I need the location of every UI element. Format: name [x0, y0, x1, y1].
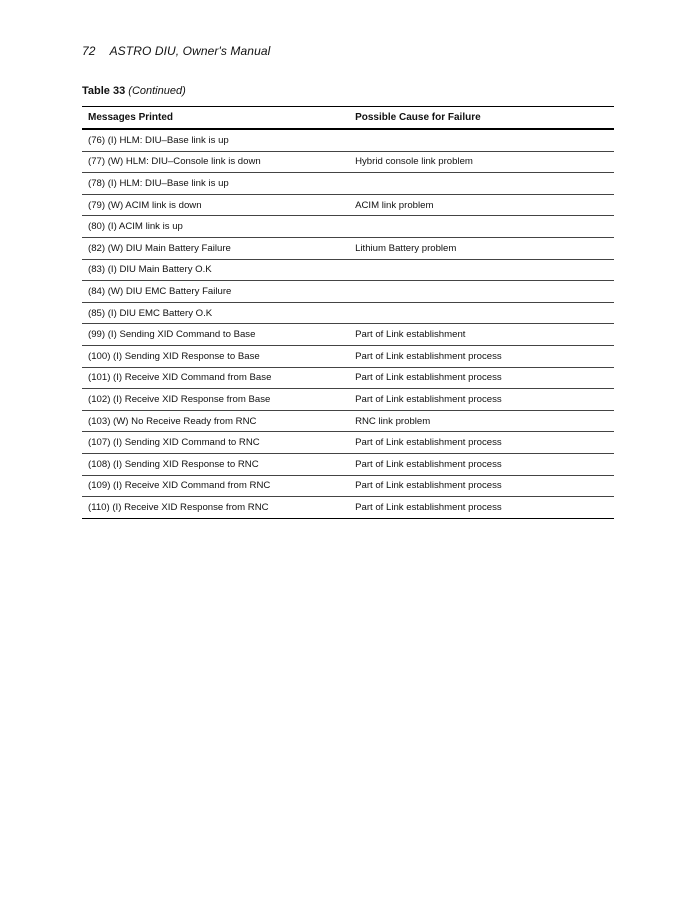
- message-cell: (100) (I) Sending XID Response to Base: [82, 345, 349, 367]
- column-header-messages: Messages Printed: [82, 107, 349, 130]
- message-cell: (108) (I) Sending XID Response to RNC: [82, 453, 349, 475]
- table-row: [82, 453, 614, 475]
- cause-cell: ACIM link problem: [349, 194, 614, 216]
- message-cell: (78) (I) HLM: DIU–Base link is up: [82, 173, 349, 195]
- message-cell: (85) (I) DIU EMC Battery O.K: [82, 302, 349, 324]
- message-cell: (83) (I) DIU Main Battery O.K: [82, 259, 349, 281]
- table-caption: [82, 85, 186, 97]
- message-cell: (109) (I) Receive XID Command from RNC: [82, 475, 349, 497]
- table-row: [82, 281, 614, 303]
- message-cell: (76) (I) HLM: DIU–Base link is up: [82, 129, 349, 151]
- table-row: [82, 497, 614, 519]
- table-row: [82, 475, 614, 497]
- table-caption-continued: (Continued): [128, 85, 186, 97]
- message-cell: (102) (I) Receive XID Response from Base: [82, 389, 349, 411]
- cause-cell: [349, 129, 614, 151]
- table-row: [82, 151, 614, 173]
- table-row: [82, 173, 614, 195]
- manual-title: ASTRO DIU, Owner's Manual: [109, 44, 271, 58]
- cause-cell: Part of Link establishment process: [349, 432, 614, 454]
- table-row: [82, 129, 614, 151]
- table-row: [82, 410, 614, 432]
- table-caption-label: Table 33: [82, 85, 126, 97]
- cause-cell: [349, 302, 614, 324]
- table-header-row: [82, 107, 614, 130]
- cause-cell: Part of Link establishment process: [349, 453, 614, 475]
- cause-cell: Part of Link establishment process: [349, 389, 614, 411]
- message-cell: (82) (W) DIU Main Battery Failure: [82, 237, 349, 259]
- message-cell: (107) (I) Sending XID Command to RNC: [82, 432, 349, 454]
- page-header: [82, 44, 270, 58]
- cause-cell: Part of Link establishment process: [349, 367, 614, 389]
- message-cell: (77) (W) HLM: DIU–Console link is down: [82, 151, 349, 173]
- cause-cell: Lithium Battery problem: [349, 237, 614, 259]
- cause-cell: Part of Link establishment: [349, 324, 614, 346]
- cause-cell: [349, 173, 614, 195]
- message-cell: (80) (I) ACIM link is up: [82, 216, 349, 238]
- table-row: [82, 216, 614, 238]
- message-cell: (110) (I) Receive XID Response from RNC: [82, 497, 349, 519]
- message-cell: (99) (I) Sending XID Command to Base: [82, 324, 349, 346]
- messages-table: [82, 106, 614, 519]
- message-cell: (101) (I) Receive XID Command from Base: [82, 367, 349, 389]
- table-row: [82, 367, 614, 389]
- table-row: [82, 259, 614, 281]
- column-header-cause: Possible Cause for Failure: [349, 107, 614, 130]
- table-row: [82, 432, 614, 454]
- table-row: [82, 302, 614, 324]
- table-row: [82, 237, 614, 259]
- message-cell: (84) (W) DIU EMC Battery Failure: [82, 281, 349, 303]
- table-row: [82, 324, 614, 346]
- table-row: [82, 345, 614, 367]
- message-cell: (103) (W) No Receive Ready from RNC: [82, 410, 349, 432]
- cause-cell: Hybrid console link problem: [349, 151, 614, 173]
- cause-cell: Part of Link establishment process: [349, 497, 614, 519]
- cause-cell: [349, 216, 614, 238]
- cause-cell: [349, 281, 614, 303]
- message-cell: (79) (W) ACIM link is down: [82, 194, 349, 216]
- messages-table-container: [82, 106, 614, 519]
- cause-cell: [349, 259, 614, 281]
- table-body: [82, 129, 614, 518]
- table-row: [82, 389, 614, 411]
- table-row: [82, 194, 614, 216]
- cause-cell: Part of Link establishment process: [349, 475, 614, 497]
- page-number: 72: [82, 44, 96, 58]
- table-header: [82, 107, 614, 130]
- cause-cell: Part of Link establishment process: [349, 345, 614, 367]
- cause-cell: RNC link problem: [349, 410, 614, 432]
